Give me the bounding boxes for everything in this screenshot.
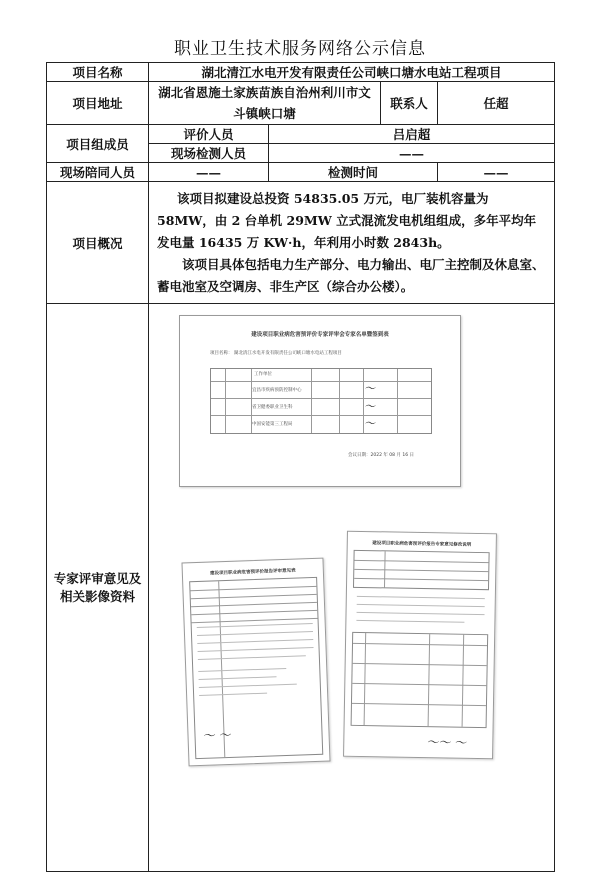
sheet3-title: 建设项目职业病危害预评价报告专家意见修改说明	[372, 541, 472, 548]
info-table	[46, 62, 555, 872]
sheet2-title: 建设项目职业病危害预评价报告评审意见表	[210, 568, 296, 577]
project-address-value: 湖北省恩施土家族苗族自治州利川市文斗镇峡口塘	[149, 82, 381, 125]
review-opinion-sheet-image	[181, 558, 330, 767]
inspector-value: ——	[269, 144, 555, 163]
row-review	[47, 304, 555, 872]
inspect-time-label: 检测时间	[269, 163, 438, 182]
row-project-name	[47, 63, 555, 82]
review-label: 专家评审意见及相关影像资料	[47, 304, 149, 872]
sheet3-info-table	[353, 550, 490, 590]
row-members	[47, 125, 555, 144]
review-images	[149, 304, 555, 872]
overview-value	[149, 182, 555, 304]
sheet1-org-2: 省卫健委职业卫生科	[252, 405, 293, 410]
project-name-value: 湖北清江水电开发有限责任公司峡口塘水电站工程项目	[149, 63, 555, 82]
sheet3-items-table	[351, 632, 489, 728]
overview-paragraph-1: 该项目拟建设总投资 54835.05 万元，电厂装机容量为 58MW，由 2 台单机 29MW 立式混流发电机组组成，多年平均年发电量 16435 万 KW·h，年利用小时数 2843h。	[157, 190, 537, 250]
sheet1-table	[210, 368, 432, 434]
sheet1-signature-2: 〜	[364, 400, 375, 413]
sheet3-signature: 〜〜 〜	[426, 735, 467, 750]
sheet1-date: 会议日期：2022 年 08 月 16 日	[348, 453, 415, 458]
page-title: 职业卫生技术服务网络公示信息	[174, 39, 426, 59]
project-name-label: 项目名称	[47, 63, 149, 82]
evaluator-label: 评价人员	[149, 125, 269, 144]
sheet1-title: 建设项目职业病危害预评价专家评审会专家名单暨签到表	[251, 332, 389, 338]
escort-value: ——	[149, 163, 269, 182]
modification-note-sheet-image	[343, 531, 497, 760]
overview-paragraph-2: 该项目具体包括电力生产部分、电力输出、电厂主控制及休息室、蓄电池室及空调房、非生产区（综合办公楼）。	[157, 256, 545, 294]
inspect-time-value: ——	[438, 163, 555, 182]
row-project-address	[47, 82, 555, 125]
sheet1-signature-1: 〜	[364, 382, 375, 395]
members-label: 项目组成员	[47, 125, 149, 163]
sheet1-org-1: 宜昌市疾病预防控制中心	[252, 388, 302, 393]
contact-value: 任超	[438, 82, 555, 125]
row-overview	[47, 182, 555, 304]
sheet1-header-org: 工作单位	[254, 372, 272, 377]
evaluator-value: 吕启超	[269, 125, 555, 144]
escort-label: 现场陪同人员	[47, 163, 149, 182]
inspector-label: 现场检测人员	[149, 144, 269, 163]
project-address-label: 项目地址	[47, 82, 149, 125]
expert-signin-sheet-image	[179, 315, 461, 487]
sheet1-org-3: 中国安能第三工程局	[252, 422, 293, 427]
row-escort	[47, 163, 555, 182]
contact-label: 联系人	[381, 82, 438, 125]
overview-label: 项目概况	[47, 182, 149, 304]
sheet1-project: 项目名称： 湖北清江水电开发有限责任公司峡口塘水电站工程项目	[210, 351, 342, 356]
sheet1-signature-3: 〜	[364, 417, 375, 430]
sheet2-signature: 〜 〜	[202, 727, 231, 743]
